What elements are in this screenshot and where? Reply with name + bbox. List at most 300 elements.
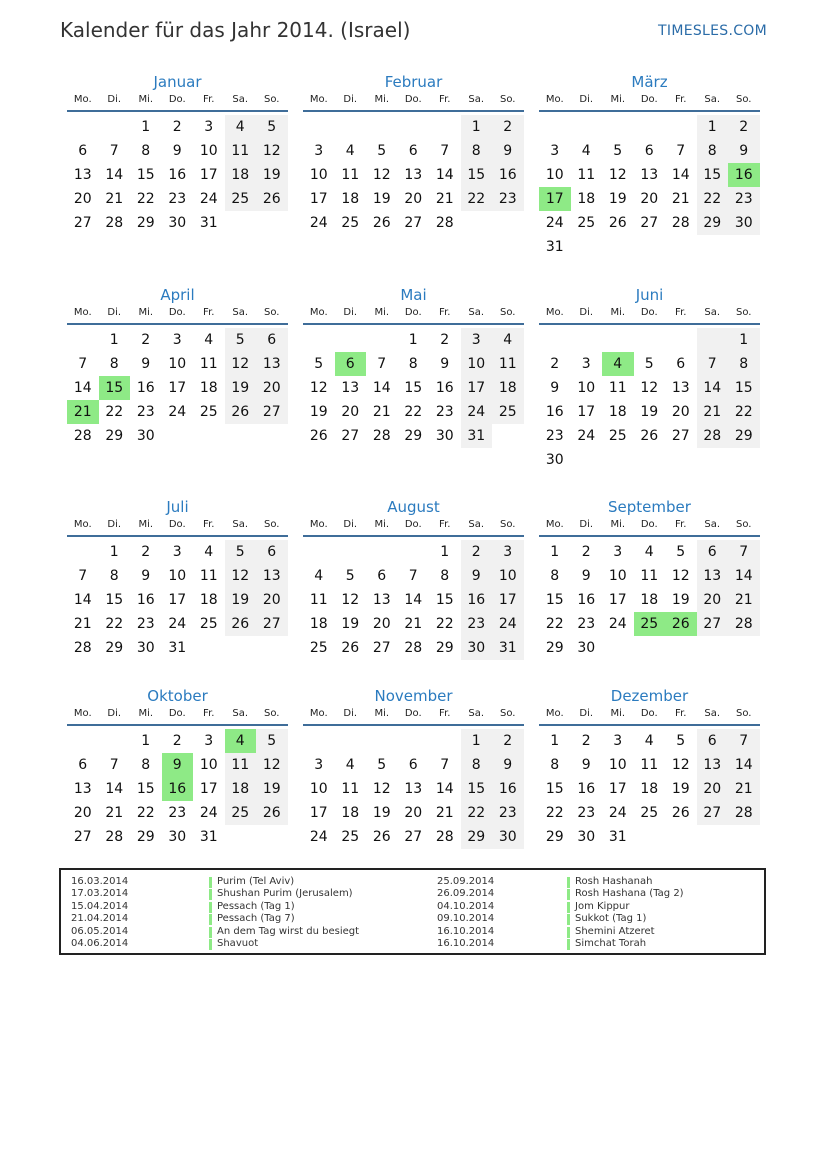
weekday-label: Mi.: [138, 307, 154, 318]
day-grid: [539, 729, 760, 849]
day-cell: 8: [461, 753, 493, 777]
day-cell: 3: [613, 544, 623, 560]
empty-cell: [602, 235, 634, 259]
day-cell: 16: [136, 380, 155, 396]
day-cell: 6: [335, 352, 367, 376]
weekday-label: Mo.: [545, 519, 564, 530]
weekday-header: [539, 94, 760, 108]
day-cell: 3: [172, 332, 182, 348]
day-cell: 19: [640, 404, 659, 420]
weekday-label: Fr.: [675, 94, 687, 105]
weekday-label: Fr.: [439, 307, 451, 318]
day-cell: 23: [577, 805, 596, 821]
day-cell: 27: [671, 428, 690, 444]
day-cell: 17: [168, 592, 187, 608]
weekday-label: Mi.: [610, 708, 626, 719]
day-grid: [539, 115, 760, 259]
day-cell: 22: [136, 191, 155, 207]
day-cell: 5: [256, 729, 288, 753]
day-grid: [67, 328, 288, 448]
empty-cell: [492, 211, 524, 235]
day-cell: 6: [408, 143, 418, 159]
day-cell: 13: [697, 753, 729, 777]
day-cell: 4: [345, 757, 355, 773]
month-dezember: [539, 686, 760, 849]
day-cell: 1: [109, 332, 119, 348]
day-cell: 9: [550, 380, 560, 396]
day-cell: 1: [408, 332, 418, 348]
day-cell: 30: [577, 829, 596, 845]
weekday-label: Sa.: [232, 94, 249, 105]
weekday-label: So.: [736, 519, 752, 530]
divider: [539, 724, 760, 726]
weekday-label: Mi.: [374, 307, 390, 318]
day-cell: 27: [256, 400, 288, 424]
day-cell: 19: [608, 191, 627, 207]
weekday-label: Di.: [579, 307, 594, 318]
empty-cell: [697, 448, 729, 472]
day-cell: 2: [581, 733, 591, 749]
day-cell: 17: [168, 380, 187, 396]
day-cell: 31: [199, 829, 218, 845]
empty-cell: [602, 328, 634, 352]
day-cell: 22: [728, 400, 760, 424]
weekday-label: Fr.: [439, 708, 451, 719]
weekday-label: So.: [736, 708, 752, 719]
day-cell: 14: [105, 781, 124, 797]
empty-cell: [398, 540, 430, 564]
day-cell: 30: [435, 428, 454, 444]
day-cell: 24: [608, 616, 627, 632]
weekday-label: Di.: [343, 307, 358, 318]
day-cell: 20: [697, 777, 729, 801]
day-cell: 13: [341, 380, 360, 396]
page-title: Kalender für das Jahr 2014. (Israel): [60, 18, 411, 42]
empty-cell: [571, 328, 603, 352]
day-cell: 18: [640, 592, 659, 608]
day-cell: 28: [73, 428, 92, 444]
day-cell: 28: [435, 829, 454, 845]
empty-cell: [697, 825, 729, 849]
day-cell: 8: [697, 139, 729, 163]
weekday-label: Di.: [579, 519, 594, 530]
weekday-label: Fr.: [203, 519, 215, 530]
day-cell: 29: [105, 428, 124, 444]
weekday-label: So.: [264, 94, 280, 105]
day-cell: 16: [545, 404, 564, 420]
brand-link[interactable]: TIMESLES.COM: [658, 23, 767, 39]
day-cell: 3: [581, 356, 591, 372]
empty-cell: [225, 211, 257, 235]
day-cell: 27: [404, 829, 423, 845]
weekday-label: So.: [500, 708, 516, 719]
empty-cell: [602, 448, 634, 472]
weekday-label: So.: [264, 519, 280, 530]
empty-cell: [335, 729, 367, 753]
day-cell: 10: [168, 356, 187, 372]
day-cell: 11: [640, 568, 659, 584]
weekday-header: [539, 519, 760, 533]
day-cell: 28: [404, 640, 423, 656]
empty-cell: [665, 328, 697, 352]
day-cell: 5: [377, 757, 387, 773]
day-cell: 15: [461, 163, 493, 187]
day-cell: 14: [435, 167, 454, 183]
divider: [303, 535, 524, 537]
day-cell: 11: [225, 753, 257, 777]
day-cell: 13: [404, 167, 423, 183]
day-cell: 5: [225, 328, 257, 352]
weekday-label: Do.: [404, 519, 422, 530]
day-cell: 8: [550, 568, 560, 584]
day-cell: 26: [309, 428, 328, 444]
day-cell: 16: [136, 592, 155, 608]
weekday-label: Mo.: [545, 307, 564, 318]
day-cell: 17: [309, 805, 328, 821]
day-cell: 22: [461, 801, 493, 825]
weekday-label: Mo.: [73, 708, 92, 719]
day-cell: 9: [728, 139, 760, 163]
day-cell: 14: [105, 167, 124, 183]
day-cell: 5: [613, 143, 623, 159]
day-cell: 15: [461, 777, 493, 801]
day-cell: 28: [73, 640, 92, 656]
day-cell: 19: [372, 805, 391, 821]
day-cell: 26: [225, 612, 257, 636]
empty-cell: [67, 729, 99, 753]
day-cell: 27: [697, 612, 729, 636]
day-cell: 12: [372, 167, 391, 183]
empty-cell: [162, 424, 194, 448]
day-cell: 24: [545, 215, 564, 231]
day-cell: 13: [73, 781, 92, 797]
day-cell: 19: [341, 616, 360, 632]
day-cell: 29: [404, 428, 423, 444]
holiday-color-marker: [209, 914, 212, 925]
empty-cell: [99, 115, 131, 139]
day-cell: 20: [341, 404, 360, 420]
divider: [67, 323, 288, 325]
day-cell: 16: [435, 380, 454, 396]
day-cell: 15: [99, 376, 131, 400]
day-cell: 5: [377, 143, 387, 159]
day-cell: 3: [204, 119, 214, 135]
day-cell: 28: [728, 801, 760, 825]
weekday-label: Do.: [168, 307, 186, 318]
day-cell: 24: [199, 191, 218, 207]
legend-date: 15.04.2014: [71, 900, 129, 912]
day-grid: [539, 540, 760, 660]
weekday-header: [67, 94, 288, 108]
weekday-header: [67, 519, 288, 533]
day-cell: 26: [665, 612, 697, 636]
day-cell: 10: [309, 167, 328, 183]
day-cell: 20: [73, 805, 92, 821]
day-cell: 26: [640, 428, 659, 444]
weekday-label: Mi.: [610, 519, 626, 530]
day-cell: 18: [640, 781, 659, 797]
weekday-label: So.: [264, 307, 280, 318]
day-cell: 24: [461, 400, 493, 424]
legend-holiday-name: Pessach (Tag 7): [217, 913, 295, 925]
day-cell: 23: [577, 616, 596, 632]
weekday-label: Mi.: [610, 94, 626, 105]
day-cell: 7: [109, 757, 119, 773]
month-name: Mai: [400, 286, 427, 304]
weekday-label: Di.: [107, 94, 122, 105]
day-cell: 28: [435, 215, 454, 231]
day-cell: 13: [671, 380, 690, 396]
weekday-label: Sa.: [232, 307, 249, 318]
day-cell: 2: [440, 332, 450, 348]
empty-cell: [366, 115, 398, 139]
weekday-label: Mi.: [374, 519, 390, 530]
day-cell: 15: [545, 592, 564, 608]
day-cell: 31: [608, 829, 627, 845]
day-cell: 6: [697, 729, 729, 753]
day-cell: 31: [199, 215, 218, 231]
day-cell: 12: [225, 564, 257, 588]
empty-cell: [67, 328, 99, 352]
weekday-label: Fr.: [675, 307, 687, 318]
month-april: [67, 285, 288, 448]
weekday-label: Di.: [343, 708, 358, 719]
day-cell: 6: [408, 757, 418, 773]
holiday-color-marker: [209, 889, 212, 900]
empty-cell: [697, 328, 729, 352]
empty-cell: [697, 636, 729, 660]
day-cell: 6: [697, 540, 729, 564]
day-cell: 28: [728, 612, 760, 636]
day-cell: 12: [608, 167, 627, 183]
day-cell: 14: [73, 592, 92, 608]
empty-cell: [728, 235, 760, 259]
day-cell: 26: [341, 640, 360, 656]
empty-cell: [303, 328, 335, 352]
day-cell: 12: [256, 139, 288, 163]
day-cell: 11: [199, 568, 218, 584]
day-cell: 9: [461, 564, 493, 588]
weekday-label: Do.: [640, 519, 658, 530]
day-cell: 9: [492, 139, 524, 163]
weekday-label: Mo.: [73, 307, 92, 318]
day-cell: 31: [168, 640, 187, 656]
day-cell: 14: [728, 564, 760, 588]
weekday-label: Fr.: [439, 94, 451, 105]
day-cell: 13: [404, 781, 423, 797]
month-name: Januar: [153, 73, 202, 91]
day-cell: 2: [581, 544, 591, 560]
day-cell: 8: [408, 356, 418, 372]
day-cell: 1: [697, 115, 729, 139]
day-cell: 7: [728, 729, 760, 753]
empty-cell: [728, 448, 760, 472]
weekday-label: So.: [500, 519, 516, 530]
day-cell: 16: [577, 592, 596, 608]
empty-cell: [335, 540, 367, 564]
empty-cell: [335, 115, 367, 139]
legend-date: 17.03.2014: [71, 888, 129, 900]
day-cell: 30: [136, 428, 155, 444]
day-cell: 2: [172, 733, 182, 749]
legend-holiday-name: Sukkot (Tag 1): [575, 913, 647, 925]
empty-cell: [665, 825, 697, 849]
day-cell: 13: [640, 167, 659, 183]
month-november: [303, 686, 524, 849]
weekday-label: Fr.: [675, 519, 687, 530]
day-cell: 5: [225, 540, 257, 564]
day-cell: 11: [608, 380, 627, 396]
empty-cell: [539, 328, 571, 352]
month-oktober: [67, 686, 288, 849]
day-cell: 8: [109, 568, 119, 584]
day-cell: 17: [539, 187, 571, 211]
day-cell: 2: [728, 115, 760, 139]
month-januar: [67, 72, 288, 235]
day-cell: 25: [225, 187, 257, 211]
day-cell: 11: [492, 352, 524, 376]
day-cell: 18: [341, 805, 360, 821]
day-cell: 22: [105, 616, 124, 632]
day-cell: 17: [309, 191, 328, 207]
holiday-color-marker: [209, 902, 212, 913]
day-cell: 29: [461, 825, 493, 849]
month-märz: [539, 72, 760, 259]
day-cell: 20: [404, 191, 423, 207]
day-cell: 18: [608, 404, 627, 420]
day-cell: 10: [461, 352, 493, 376]
day-cell: 16: [492, 777, 524, 801]
empty-cell: [429, 729, 461, 753]
weekday-label: Mo.: [309, 94, 328, 105]
empty-cell: [634, 235, 666, 259]
empty-cell: [256, 636, 288, 660]
day-cell: 18: [341, 191, 360, 207]
day-cell: 1: [141, 119, 151, 135]
legend-date: 04.06.2014: [71, 938, 129, 949]
holiday-color-marker: [567, 927, 570, 938]
day-cell: 30: [728, 211, 760, 235]
empty-cell: [256, 424, 288, 448]
legend-holiday-name: An dem Tag wirst du besiegt: [217, 925, 360, 937]
month-august: [303, 497, 524, 660]
day-cell: 6: [644, 143, 654, 159]
day-cell: 4: [644, 544, 654, 560]
day-cell: 7: [78, 356, 88, 372]
day-cell: 14: [671, 167, 690, 183]
day-cell: 17: [577, 404, 596, 420]
empty-cell: [225, 424, 257, 448]
day-cell: 1: [461, 729, 493, 753]
day-cell: 10: [608, 757, 627, 773]
day-cell: 18: [309, 616, 328, 632]
day-cell: 21: [435, 191, 454, 207]
day-cell: 17: [608, 592, 627, 608]
day-cell: 25: [492, 400, 524, 424]
day-cell: 14: [372, 380, 391, 396]
empty-cell: [634, 115, 666, 139]
weekday-header: [303, 708, 524, 722]
weekday-label: Di.: [107, 519, 122, 530]
weekday-label: Mi.: [138, 519, 154, 530]
weekday-label: Do.: [168, 708, 186, 719]
day-cell: 29: [545, 640, 564, 656]
empty-cell: [602, 636, 634, 660]
day-cell: 4: [314, 568, 324, 584]
day-cell: 3: [613, 733, 623, 749]
day-cell: 23: [136, 616, 155, 632]
day-cell: 26: [671, 805, 690, 821]
day-cell: 18: [225, 777, 257, 801]
weekday-label: So.: [736, 307, 752, 318]
day-cell: 15: [136, 781, 155, 797]
weekday-label: Fr.: [675, 708, 687, 719]
day-cell: 17: [461, 376, 493, 400]
day-cell: 18: [199, 592, 218, 608]
day-cell: 17: [608, 781, 627, 797]
day-cell: 9: [440, 356, 450, 372]
empty-cell: [366, 540, 398, 564]
weekday-header: [303, 94, 524, 108]
weekday-label: Fr.: [203, 708, 215, 719]
weekday-label: Mi.: [610, 307, 626, 318]
empty-cell: [728, 825, 760, 849]
weekday-label: Sa.: [704, 708, 721, 719]
day-cell: 6: [676, 356, 686, 372]
day-cell: 23: [492, 187, 524, 211]
day-cell: 1: [109, 544, 119, 560]
empty-cell: [665, 115, 697, 139]
weekday-header: [303, 519, 524, 533]
day-cell: 21: [728, 777, 760, 801]
day-cell: 18: [577, 191, 596, 207]
day-cell: 9: [141, 356, 151, 372]
day-cell: 28: [697, 424, 729, 448]
day-cell: 3: [550, 143, 560, 159]
day-cell: 26: [372, 215, 391, 231]
day-cell: 8: [728, 352, 760, 376]
empty-cell: [303, 729, 335, 753]
day-cell: 19: [225, 588, 257, 612]
weekday-label: Mi.: [374, 94, 390, 105]
weekday-label: Sa.: [468, 708, 485, 719]
day-cell: 20: [697, 588, 729, 612]
day-cell: 6: [78, 143, 88, 159]
day-cell: 12: [341, 592, 360, 608]
day-cell: 12: [309, 380, 328, 396]
month-mai: [303, 285, 524, 448]
day-cell: 21: [404, 616, 423, 632]
day-cell: 9: [581, 568, 591, 584]
day-cell: 1: [550, 544, 560, 560]
day-cell: 23: [168, 805, 187, 821]
month-name: April: [160, 286, 195, 304]
month-name: Februar: [384, 73, 443, 91]
weekday-label: Sa.: [704, 519, 721, 530]
empty-cell: [665, 235, 697, 259]
day-cell: 14: [404, 592, 423, 608]
day-cell: 29: [728, 424, 760, 448]
weekday-label: Mo.: [309, 307, 328, 318]
day-cell: 24: [199, 805, 218, 821]
day-cell: 29: [136, 215, 155, 231]
empty-cell: [398, 115, 430, 139]
day-cell: 2: [492, 729, 524, 753]
legend-holiday-name: Shemini Atzeret: [575, 925, 655, 937]
day-cell: 1: [440, 544, 450, 560]
empty-cell: [728, 636, 760, 660]
day-cell: 6: [78, 757, 88, 773]
